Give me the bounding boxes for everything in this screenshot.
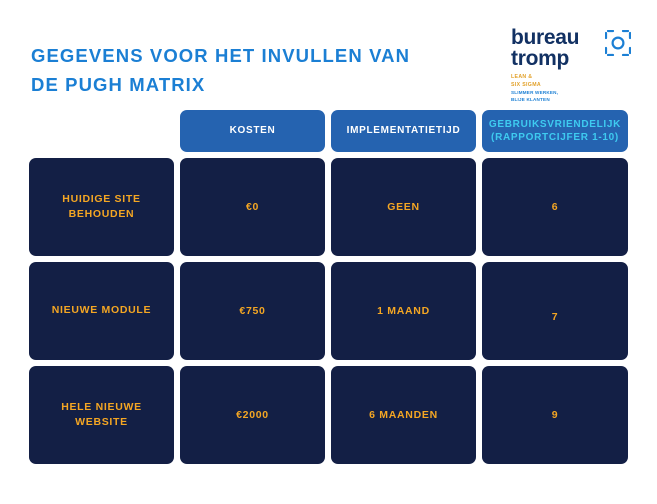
table-row (29, 158, 628, 256)
column-header-implementatietijd: IMPLEMENTATIETIJD (331, 110, 476, 152)
row-label-line-1: HUIDIGE SITE (62, 192, 141, 205)
row-label-line-2: BEHOUDEN (68, 208, 135, 220)
table-row (29, 366, 628, 464)
page-title (31, 42, 451, 99)
brand-logo (511, 28, 631, 104)
table-row (29, 262, 628, 360)
page-title-line-1: GEGEVENS VOOR HET INVULLEN VAN (31, 45, 411, 66)
logo-tagline-line-3: SLIMMER WERKEN, (511, 89, 559, 95)
column-header-gebruiksvriendelijk-line-2: (RAPPORTCIJFER 1-10) (491, 132, 619, 143)
cell-kosten-row-2: €750 (180, 262, 325, 360)
cell-gebruiksvriendelijk-row-3: 9 (482, 366, 628, 464)
row-label-huidige-site-behouden (29, 158, 174, 256)
cell-implementatietijd-row-1: GEEN (331, 158, 476, 256)
pugh-matrix-table (29, 110, 628, 470)
cell-implementatietijd-row-3: 6 MAANDEN (331, 366, 476, 464)
page-title-line-2: DE PUGH MATRIX (31, 73, 206, 95)
cell-implementatietijd-row-2: 1 MAAND (331, 262, 476, 360)
logo-tagline-line-4: BLIJE KLANTEN (511, 96, 550, 102)
logo-word-bottom-text: tromp (511, 46, 569, 70)
logo-tagline-line-1: LEAN & (511, 74, 533, 81)
column-header-gebruiksvriendelijk (482, 110, 628, 152)
logo-word-top-text: bureau (511, 26, 580, 49)
row-label-line-1: NIEUWE MODULE (51, 304, 152, 317)
row-label-line-2: WEBSITE (75, 416, 128, 428)
row-label-hele-nieuwe-website (29, 366, 174, 464)
cell-gebruiksvriendelijk-row-1: 6 (482, 158, 628, 256)
column-header-kosten: KOSTEN (180, 110, 325, 152)
logo-tagline (511, 74, 631, 103)
cell-kosten-row-1: €0 (180, 158, 325, 256)
logo-tagline-line-2: SIX SIGMA (511, 81, 541, 88)
table-header-row (29, 110, 628, 152)
cell-gebruiksvriendelijk-row-2: 7 (482, 262, 628, 360)
cell-kosten-row-3: €2000 (180, 366, 325, 464)
row-label-line-1: HELE NIEUWE (61, 400, 142, 413)
table-header-corner (29, 110, 174, 152)
column-header-gebruiksvriendelijk-line-1: GEBRUIKSVRIENDELIJK (488, 118, 622, 130)
row-label-nieuwe-module (29, 262, 174, 360)
camera-frame-icon (605, 30, 631, 56)
